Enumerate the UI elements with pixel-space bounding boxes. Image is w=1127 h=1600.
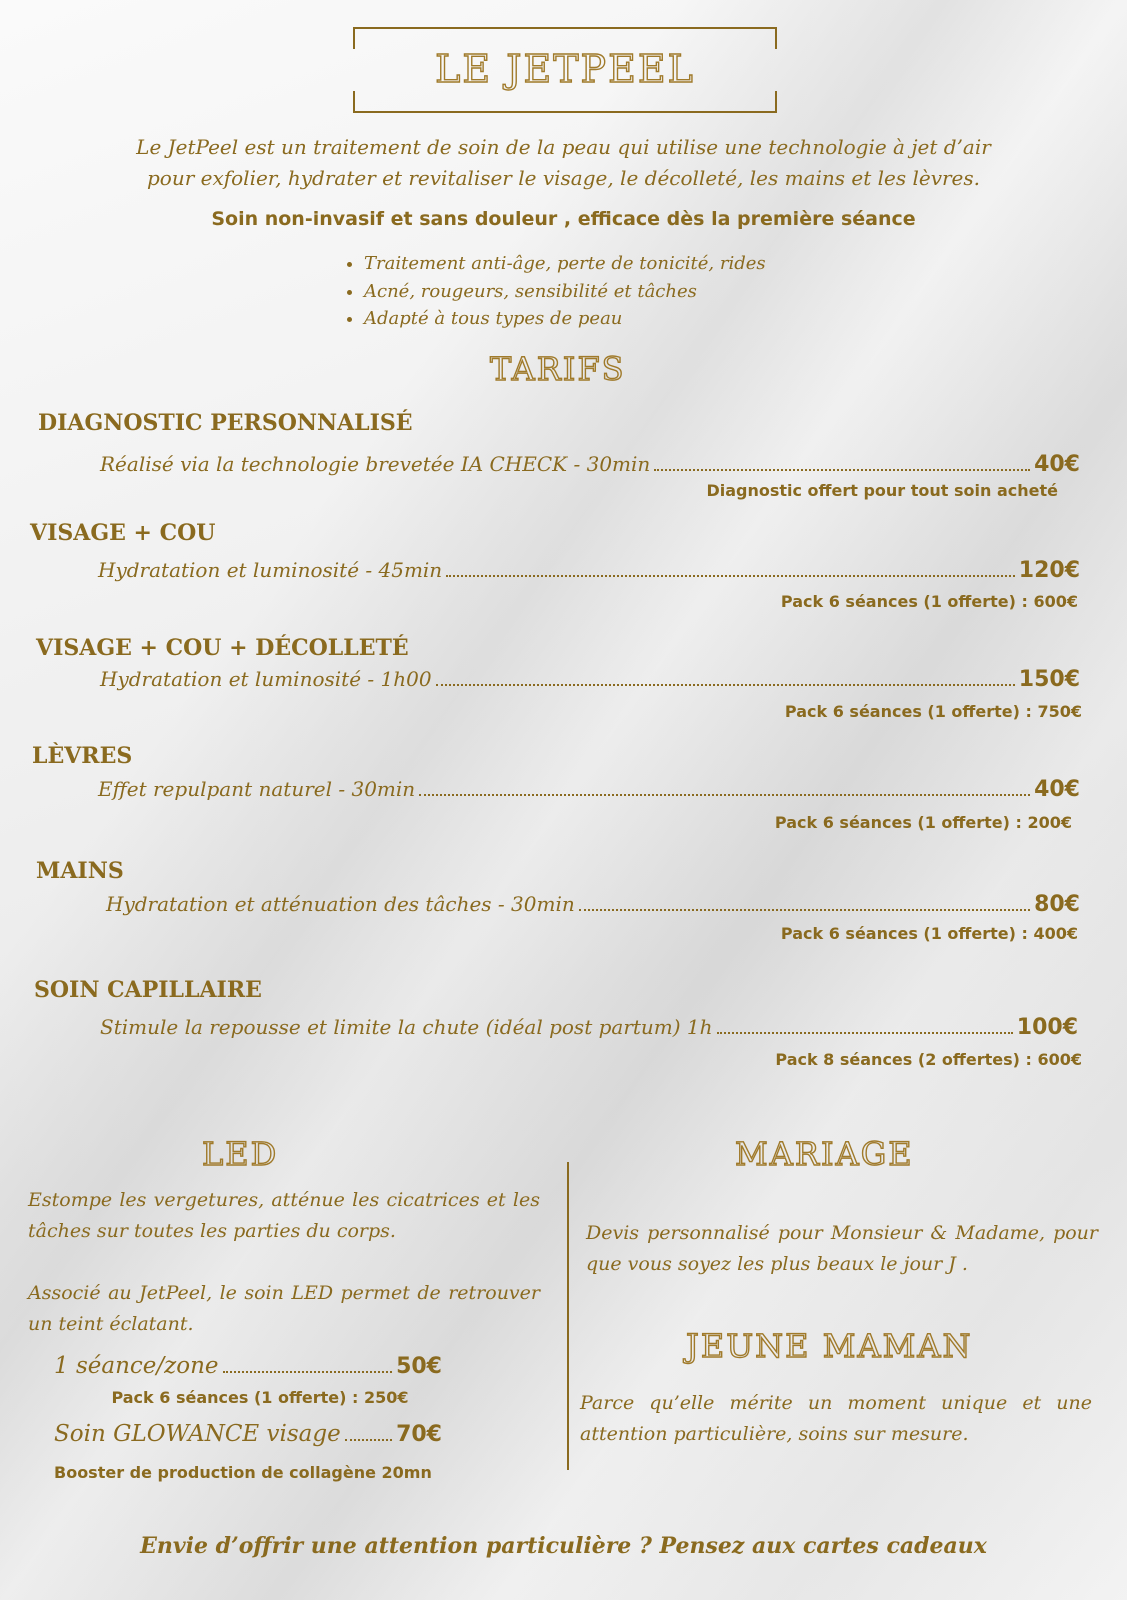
service-desc: Hydratation et luminosité - 45min <box>98 558 443 582</box>
led-heading: LED <box>202 1135 279 1173</box>
service-price: 100€ <box>1016 1015 1078 1040</box>
service-line <box>106 892 1080 917</box>
led-line-2-note: Booster de production de collagène 20mn <box>54 1463 432 1482</box>
title-frame <box>353 27 773 113</box>
led-text-2: Associé au JetPeel, le soin LED permet de retrouver un teint éclatant. <box>28 1282 540 1335</box>
page-title: LE JETPEEL <box>435 47 695 91</box>
benefit-item: • Acné, rougeurs, sensibilité et tâches <box>364 278 766 306</box>
service-note: Pack 6 séances (1 offerte) : 200€ <box>774 813 1072 832</box>
service-note: Pack 8 séances (2 offertes) : 600€ <box>775 1050 1082 1069</box>
led-line-1 <box>54 1353 442 1379</box>
service-desc: Effet repulpant naturel - 30min <box>98 777 416 801</box>
led-line-1-price: 50€ <box>396 1354 442 1379</box>
service-price: 120€ <box>1018 558 1080 583</box>
service-line <box>100 1015 1078 1040</box>
leader-dots <box>419 794 1030 796</box>
tarifs-heading: TARIFS <box>490 350 626 388</box>
led-text-1: Estompe les vergetures, atténue les cicatrices et les tâches sur toutes les parties du corps. <box>28 1189 540 1242</box>
service-desc: Réalisé via la technologie brevetée IA CHECK - 30min <box>100 452 651 476</box>
service-desc: Hydratation et atténuation des tâches - 30min <box>106 892 575 916</box>
service-title: DIAGNOSTIC PERSONNALISÉ <box>38 410 413 436</box>
leader-dots <box>436 684 1015 686</box>
service-price: 40€ <box>1034 452 1080 477</box>
led-line-2-price: 70€ <box>396 1422 442 1447</box>
service-line <box>98 558 1080 583</box>
service-line <box>100 667 1080 692</box>
service-line <box>98 777 1080 802</box>
leader-dots <box>223 1371 393 1373</box>
service-desc: Stimule la repousse et limite la chute (idéal post partum) 1h <box>100 1015 713 1039</box>
benefit-item: • Traitement anti-âge, perte de tonicité, rides <box>364 250 766 278</box>
leader-dots <box>579 909 1030 911</box>
gift-card-footer: Envie d’offrir une attention particulière ? Pensez aux cartes cadeaux <box>140 1533 987 1559</box>
frame-bottom <box>353 91 777 113</box>
leader-dots <box>717 1032 1013 1034</box>
leader-dots <box>345 1439 392 1441</box>
service-price: 40€ <box>1034 777 1080 802</box>
service-line <box>100 452 1080 477</box>
leader-dots <box>654 469 1030 471</box>
intro-block <box>100 132 1027 235</box>
service-title: SOIN CAPILLAIRE <box>34 977 262 1003</box>
service-note: Diagnostic offert pour tout soin acheté <box>706 481 1058 500</box>
intro-text: Le JetPeel est un traitement de soin de la peau qui utilise une technologie à jet d’air pour exfolier, hydrater et revitaliser le visage, le décolleté, les mains et les lèvres. <box>136 135 991 190</box>
service-title: VISAGE + COU + DÉCOLLETÉ <box>36 635 409 661</box>
service-title: VISAGE + COU <box>30 520 216 546</box>
service-title: LÈVRES <box>32 743 133 769</box>
service-note: Pack 6 séances (1 offerte) : 750€ <box>784 702 1082 721</box>
benefits-list <box>340 250 766 333</box>
service-price: 80€ <box>1034 892 1080 917</box>
service-note: Pack 6 séances (1 offerte) : 400€ <box>780 924 1078 943</box>
service-title: MAINS <box>36 858 124 884</box>
service-note: Pack 6 séances (1 offerte) : 600€ <box>780 592 1078 611</box>
mariage-text: Devis personnalisé pour Monsieur & Madame, pour que vous soyez les plus beaux le jour J . <box>586 1222 1098 1275</box>
column-divider <box>567 1162 569 1470</box>
mariage-heading: MARIAGE <box>735 1135 914 1173</box>
led-line-2 <box>54 1421 442 1447</box>
led-line-2-label: Soin GLOWANCE visage <box>54 1421 341 1447</box>
benefit-item: • Adapté à tous types de peau <box>364 305 766 333</box>
led-line-1-note: Pack 6 séances (1 offerte) : 250€ <box>111 1388 409 1407</box>
service-desc: Hydratation et luminosité - 1h00 <box>100 667 432 691</box>
intro-highlight: Soin non-invasif et sans douleur , efficace dès la première séance <box>211 208 916 230</box>
frame-top <box>353 27 777 49</box>
jeune-maman-heading: JEUNE MAMAN <box>686 1327 973 1365</box>
service-price: 150€ <box>1018 667 1080 692</box>
leader-dots <box>446 575 1015 577</box>
led-line-1-label: 1 séance/zone <box>54 1353 219 1379</box>
jeune-maman-text: Parce qu’elle mérite un moment unique et une attention particulière, soins sur mesure. <box>580 1392 1092 1445</box>
